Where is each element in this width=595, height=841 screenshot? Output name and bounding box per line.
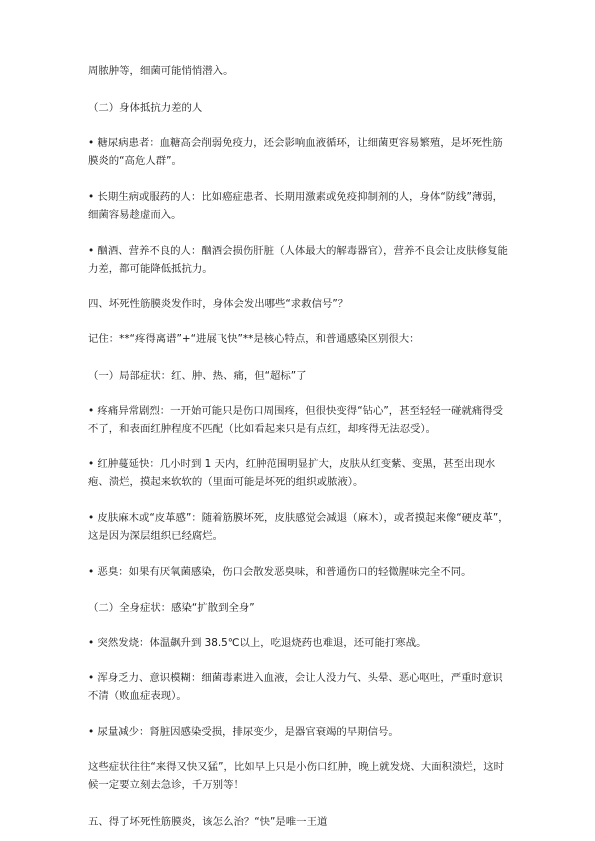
paragraph-continuation: 周脓肿等，细菌可能悄悄潜入。 bbox=[88, 65, 234, 77]
bullet-long-term-illness: • 长期生病或服药的人：比如癌症患者、长期用激素或免疫抑制剂的人，身体“防线”薄弱，细菌容易趁虚而入。 bbox=[88, 191, 504, 221]
section-heading-five: 五、得了坏死性筋膜炎，该怎么治？“快”是唯一王道 bbox=[88, 816, 328, 828]
bullet-fast-spreading: • 红肿蔓延快：几小时到 1 天内，红肿范围明显扩大，皮肤从红变紫、变黑，甚至出现水疱、溃烂，摸起来软软的（里面可能是坏死的组织或脓液）。 bbox=[88, 458, 496, 488]
bullet-reduced-urine: • 尿量减少：肾脏因感染受损，排尿变少，是器官衰竭的早期信号。 bbox=[88, 726, 399, 738]
bullet-severe-pain: • 疼痛异常剧烈：一开始可能只是伤口周围疼，但很快变得“钻心”，甚至轻轻一碰就痛得受不了，和表面红肿程度不匹配（比如看起来只是有点红，却疼得无法忍受）。 bbox=[88, 405, 504, 435]
subheading-weak-immunity: （二）身体抵抗力差的人 bbox=[88, 102, 203, 114]
bullet-fever: • 突然发烧：体温飙升到 38.5℃以上，吃退烧药也难退，还可能打寒战。 bbox=[88, 637, 427, 649]
bullet-alcohol-malnutrition: • 酗酒、营养不良的人：酗酒会损伤肝脏（人体最大的解毒器官），营养不良会让皮肤修复能力差，都可能降低抵抗力。 bbox=[88, 245, 508, 275]
bullet-odor: • 恶臭：如果有厌氧菌感染，伤口会散发恶臭味，和普通伤口的轻微腥味完全不同。 bbox=[88, 566, 472, 578]
bullet-fatigue: • 浑身乏力、意识模糊：细菌毒素进入血液，会让人没力气、头晕、恶心呕吐，严重时意识不清（败血症表现）。 bbox=[88, 672, 503, 702]
section-heading-four: 四、坏死性筋膜炎发作时，身体会发出哪些“求救信号”？ bbox=[88, 298, 349, 310]
paragraph-urgent: 这些症状往往“来得又快又猛”，比如早上只是小伤口红肿，晚上就发烧、大面积溃烂，这时候一定要立刻去急诊，千万别等！ bbox=[88, 761, 504, 791]
subheading-local-symptoms: （一）局部症状：红、肿、热、痛，但“超标”了 bbox=[88, 370, 307, 382]
bullet-numbness: • 皮肤麻木或“皮革感”：随着筋膜坏死，皮肤感觉会减退（麻木），或者摸起来像“硬皮革”，这是因为深层组织已经腐烂。 bbox=[88, 512, 509, 542]
bullet-diabetes: • 糖尿病患者：血糖高会削弱免疫力，还会影响血液循环，让细菌更容易繁殖，是坏死性筋膜炎的“高危人群”。 bbox=[88, 137, 503, 167]
paragraph-remember: 记住：**“疼得离谱”+“进展飞快”**是核心特点，和普通感染区别很大： bbox=[88, 333, 420, 345]
subheading-systemic-symptoms: （二）全身症状：感染“扩散到全身” bbox=[88, 602, 255, 614]
